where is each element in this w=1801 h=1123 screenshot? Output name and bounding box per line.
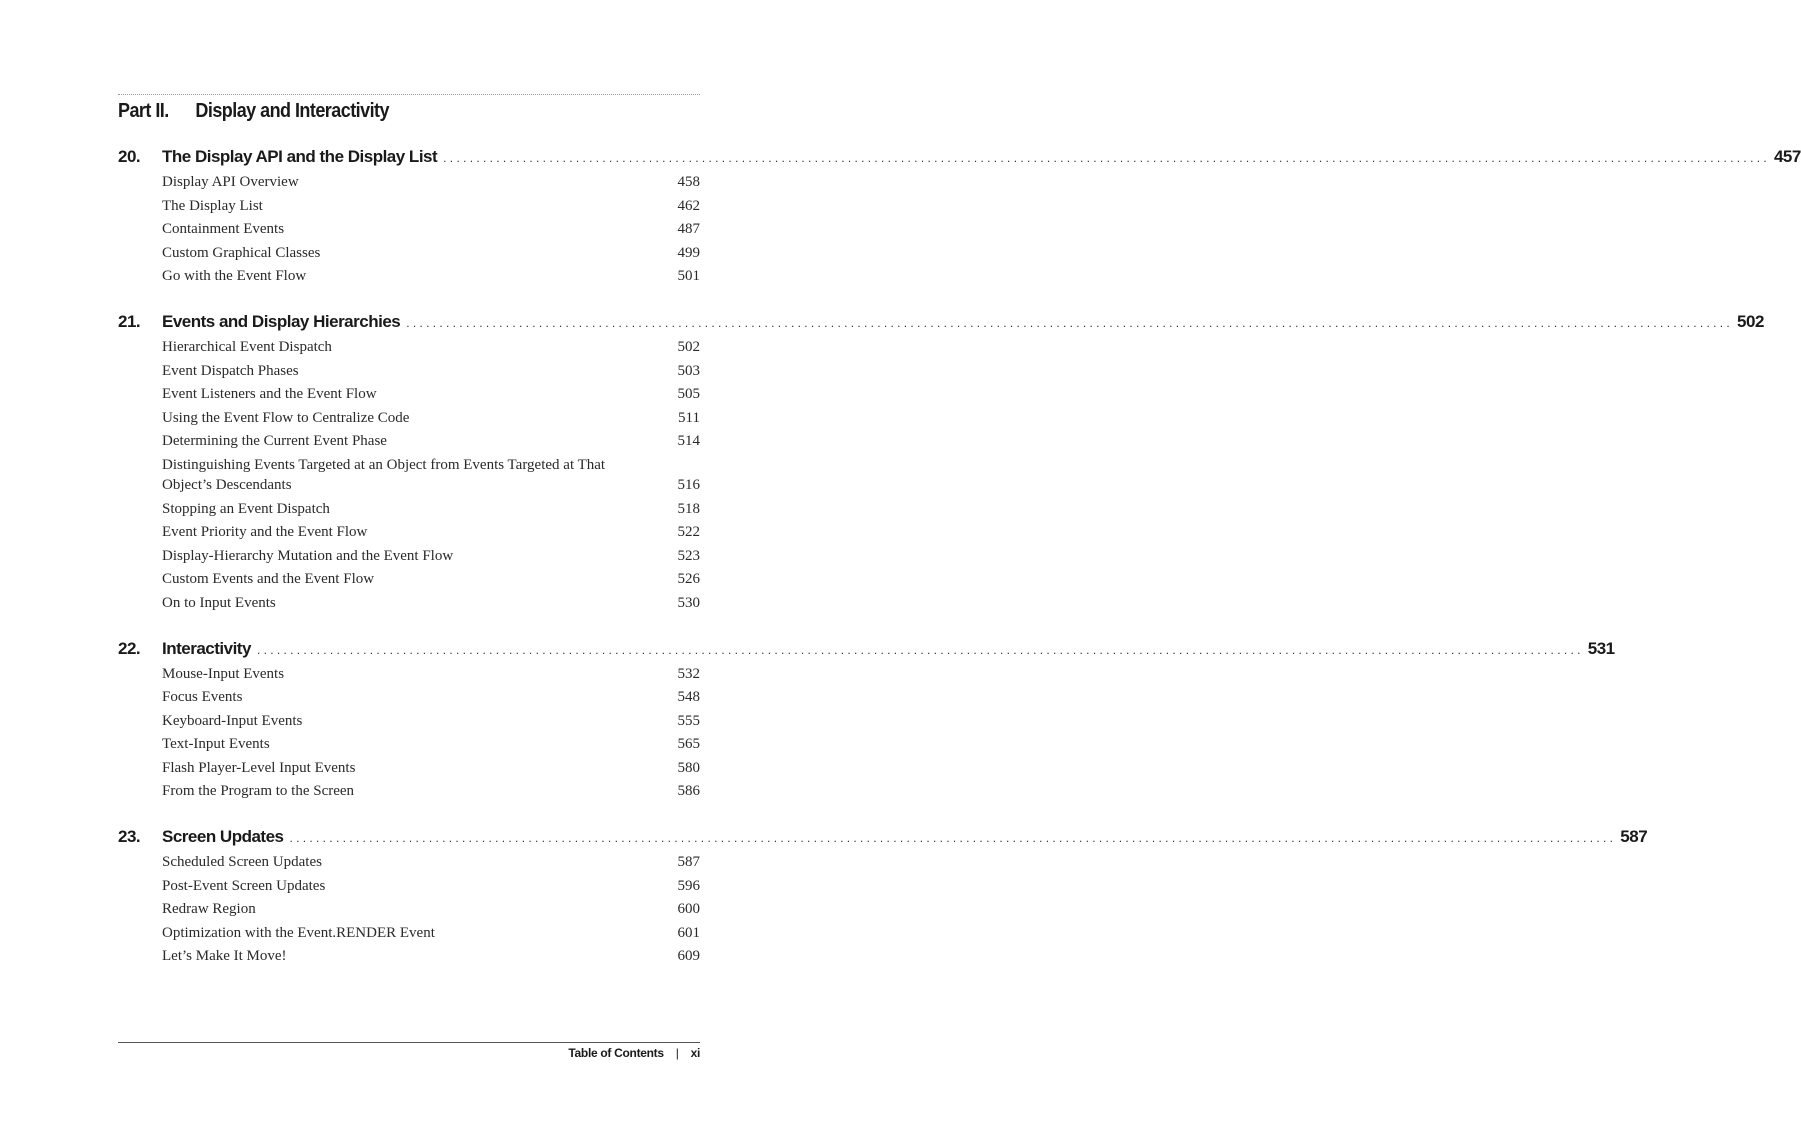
section-page-number: 462 — [677, 197, 700, 214]
section-title: Text-Input Events — [162, 736, 270, 753]
section-page-number: 565 — [677, 736, 700, 753]
section-page-number: 586 — [677, 783, 700, 800]
section-page-number: 487 — [677, 221, 700, 238]
chapter-number: 20. — [118, 147, 141, 166]
section-page-number: 522 — [677, 524, 700, 541]
chapter-number: 22. — [118, 638, 141, 658]
section-page-number: 530 — [677, 594, 700, 611]
chapter-heading[interactable] — [118, 822, 1648, 852]
section-title: From the Program to the Screen — [162, 783, 355, 800]
section-title: Event Listeners and the Event Flow — [162, 386, 377, 403]
chapter-title: Screen Updates — [162, 827, 284, 847]
section-title: Redraw Region — [162, 901, 256, 918]
section-entry[interactable] — [162, 664, 700, 688]
part-title: Display and Interactivity — [195, 100, 389, 122]
section-entry[interactable] — [162, 758, 700, 782]
section-entry[interactable] — [162, 384, 700, 408]
footer-label: Table of Contents — [568, 1046, 664, 1060]
chapter-title: Events and Display Hierarchies — [162, 311, 401, 331]
section-title: Hierarchical Event Dispatch — [162, 338, 332, 355]
section-page-number: 601 — [677, 924, 700, 941]
section-title: Go with the Event Flow — [162, 268, 307, 285]
section-page-number: 532 — [677, 665, 700, 682]
section-page-number: 587 — [677, 854, 700, 871]
section-entry[interactable] — [162, 522, 700, 546]
section-page-number: 505 — [677, 386, 700, 403]
section-entry[interactable] — [162, 337, 700, 361]
section-list — [118, 172, 700, 290]
chapter-entry — [118, 307, 1764, 617]
chapter-entry — [118, 822, 1648, 970]
section-title: Containment Events — [162, 221, 285, 238]
section-entry[interactable] — [162, 266, 700, 290]
section-entry[interactable] — [162, 781, 700, 805]
section-entry[interactable] — [162, 734, 700, 758]
section-entry[interactable] — [162, 361, 700, 385]
chapter-page-number: 587 — [1620, 827, 1648, 847]
section-entry[interactable] — [162, 946, 700, 970]
section-entry[interactable] — [162, 546, 700, 570]
section-title: Flash Player-Level Input Events — [162, 759, 356, 776]
dot-leader: ........................................................................................................................................................................................................ — [406, 315, 1734, 330]
section-title: Event Dispatch Phases — [162, 362, 299, 379]
chapter-entry — [118, 634, 1615, 806]
header-rule — [118, 94, 700, 95]
section-title: On to Input Events — [162, 594, 276, 611]
section-entry[interactable] — [162, 593, 700, 617]
section-page-number: 596 — [677, 877, 700, 894]
section-page-number: 523 — [677, 547, 700, 564]
section-page-number: 503 — [677, 362, 700, 379]
section-page-number: 548 — [677, 689, 700, 706]
section-entry[interactable] — [162, 499, 700, 523]
chapter-heading[interactable] — [118, 142, 1801, 172]
chapter-number: 23. — [118, 827, 141, 847]
section-title: Let’s Make It Move! — [162, 948, 287, 965]
section-page-number: 501 — [677, 268, 700, 285]
page-footer — [568, 1046, 700, 1060]
section-title: Scheduled Screen Updates — [162, 854, 322, 871]
section-title: Mouse-Input Events — [162, 665, 285, 682]
section-title: Using the Event Flow to Centralize Code — [162, 409, 410, 426]
chapter-title: Interactivity — [162, 638, 251, 658]
section-entry[interactable] — [162, 923, 700, 947]
section-title: Display API Overview — [162, 174, 299, 190]
section-entry[interactable] — [162, 431, 700, 455]
section-page-number: 555 — [677, 712, 700, 729]
section-page-number: 511 — [678, 409, 700, 426]
section-title: Stopping an Event Dispatch — [162, 500, 330, 517]
section-title: Event Priority and the Event Flow — [162, 524, 368, 541]
section-page-number: 502 — [677, 338, 700, 355]
chapter-page-number: 531 — [1587, 638, 1615, 658]
footer-separator: | — [675, 1046, 679, 1060]
section-entry[interactable] — [162, 172, 700, 196]
section-title: Display-Hierarchy Mutation and the Event Flow — [162, 547, 454, 564]
section-title: Optimization with the Event.RENDER Event — [162, 924, 435, 941]
section-entry[interactable] — [162, 687, 700, 711]
section-entry[interactable] — [162, 196, 700, 220]
table-of-contents — [118, 142, 1801, 987]
chapter-heading[interactable] — [118, 307, 1764, 337]
section-entry[interactable] — [162, 455, 700, 499]
section-page-number: 609 — [677, 948, 700, 965]
section-entry[interactable] — [162, 243, 700, 267]
section-page-number: 526 — [677, 571, 700, 588]
part-label: Part II. — [118, 100, 169, 122]
section-title: Post-Event Screen Updates — [162, 877, 326, 894]
section-page-number: 499 — [677, 244, 700, 261]
section-entry[interactable] — [162, 899, 700, 923]
section-entry[interactable] — [162, 219, 700, 243]
section-title: Keyboard-Input Events — [162, 712, 303, 729]
section-title: Custom Graphical Classes — [162, 244, 321, 261]
section-entry[interactable] — [162, 852, 700, 876]
section-entry[interactable] — [162, 569, 700, 593]
section-page-number: 514 — [677, 433, 700, 450]
section-title: Custom Events and the Event Flow — [162, 571, 375, 588]
section-page-number: 518 — [677, 500, 700, 517]
chapter-heading[interactable] — [118, 634, 1615, 664]
footer-rule — [118, 1042, 700, 1043]
section-title: Determining the Current Event Phase — [162, 433, 387, 450]
chapter-entry — [118, 142, 1801, 290]
section-title: Focus Events — [162, 689, 243, 706]
part-heading — [118, 100, 389, 123]
chapter-title: The Display API and the Display List — [162, 147, 438, 166]
chapter-page-number: 457 — [1773, 147, 1801, 166]
chapter-page-number: 502 — [1737, 311, 1764, 331]
section-entry[interactable] — [162, 876, 700, 900]
dot-leader: ........................................................................................................................................................................................................ — [443, 151, 1770, 165]
section-page-number: 600 — [677, 901, 700, 918]
section-list — [118, 664, 700, 806]
section-list — [118, 337, 700, 617]
dot-leader: ........................................................................................................................................................................................................ — [289, 831, 1617, 846]
section-page-number: 516 — [677, 476, 700, 493]
footer-page-number: xi — [690, 1046, 700, 1060]
section-list — [118, 852, 700, 970]
section-title: The Display List — [162, 197, 263, 214]
chapter-number: 21. — [118, 311, 141, 331]
section-entry[interactable] — [162, 408, 700, 432]
section-page-number: 580 — [677, 759, 700, 776]
section-entry[interactable] — [162, 711, 700, 735]
dot-leader: ........................................................................................................................................................................................................ — [256, 642, 1584, 657]
section-title: Distinguishing Events Targeted at an Object from Events Targeted at That Object’s Descendants — [162, 456, 606, 493]
section-page-number: 458 — [677, 174, 700, 190]
